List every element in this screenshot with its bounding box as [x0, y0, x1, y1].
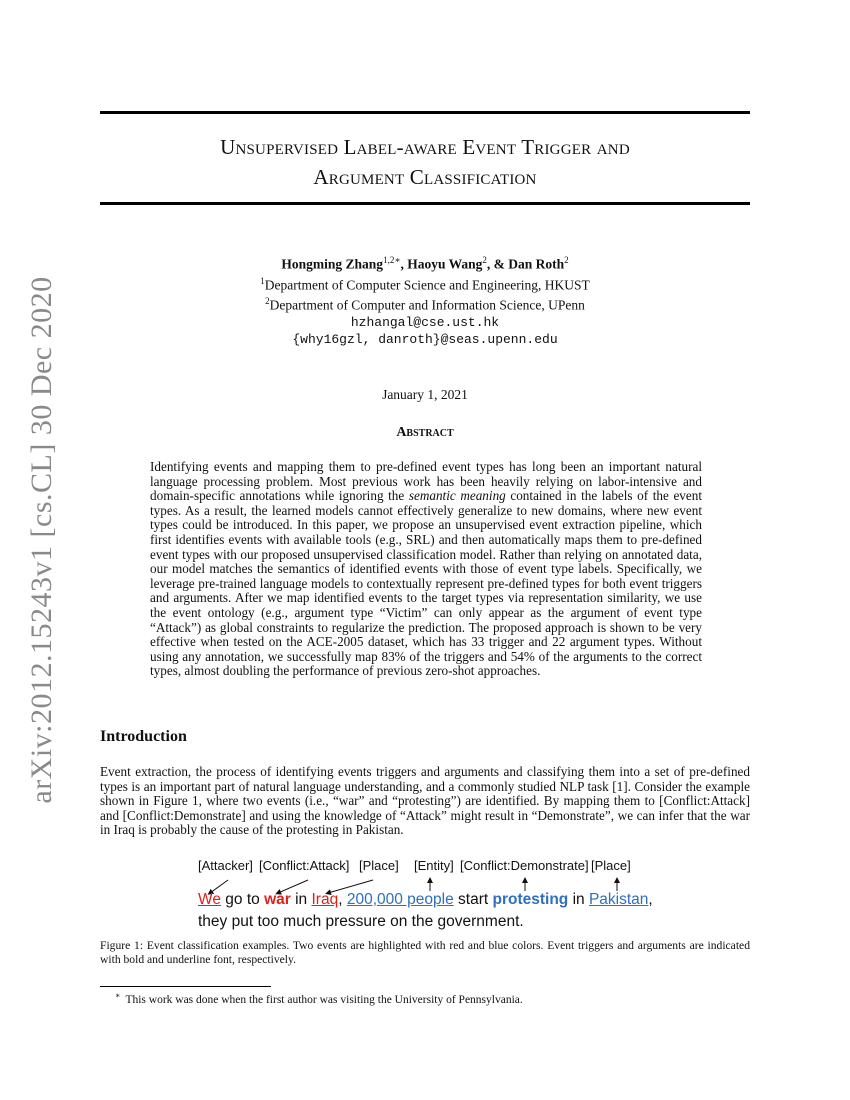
- author-1-marks: 1,2∗: [383, 255, 401, 265]
- author-2-marks: 2: [482, 255, 487, 265]
- paper-date: January 1, 2021: [382, 387, 468, 402]
- figure-sentence-line-1: We go to war in Iraq, 200,000 people start protesting in Pakistan,: [198, 891, 653, 908]
- arxiv-stamp-text: arXiv:2012.15243v1 [cs.CL] 30 Dec 2020: [25, 276, 58, 804]
- footnote: [115, 991, 523, 1006]
- abstract-text: Identifying events and mapping them to pre-defined event types has long been an important natural language processing problem. Most previous work has been heavily relying on labor-intensive and domain-specific annotations while ignoring the semantic meaning contained in the labels of the event types. As a result, the learned models cannot effectively generalize to new domains, where new event types could be introduced. In this paper, we propose an unsupervised event extraction pipeline, which first identifies events with available tools (e.g., SRL) and then automatically maps them to pre-defined event types with our proposed unsupervised classification model. Rather than relying on annotated data, our model matches the semantics of identified events with those of event type labels. Specifically, we leverage pre-trained language models to contextually represent pre-defined types for both event triggers and arguments. After we map identified events to the target types via representation similarity, we use the event ontology (e.g., argument type “Victim” can only appear as the argument of event type “Attack”) as global constraints to regularize the prediction. The proposed approach is shown to be very effective when tested on the ACE-2005 dataset, which has 33 trigger and 22 argument types. Without using any annotation, we successfully map 83% of the triggers and 54% of the arguments to the correct types, almost doubling the performance of previous zero-shot approaches.: [150, 459, 703, 679]
- email-1: hzhangal@cse.ust.hk: [350, 314, 500, 330]
- role-label: [Attacker]: [198, 858, 253, 873]
- trigger-protesting: protesting: [492, 891, 569, 908]
- affiliation-2: $^2$Department of Computer and Information Science, UPenn: [265, 296, 585, 313]
- figure-caption: Figure 1: Event classification examples. Two events are highlighted with red and blue colors. Event triggers and arguments are indicated with bold and underline font, respectively.: [100, 939, 750, 966]
- trigger-war: war: [264, 891, 291, 908]
- role-label: [Entity]: [414, 858, 454, 873]
- title-line-2: Argument Classification: [313, 165, 537, 189]
- footnote-rule: [100, 986, 271, 987]
- role-label: [Conflict:Demonstrate]: [460, 858, 589, 873]
- figure-1: [198, 858, 658, 938]
- figure-sentence-line-2: they put too much pressure on the government.: [198, 913, 524, 930]
- arg-pakistan: Pakistan: [588, 891, 649, 908]
- author-3-marks: 2: [564, 255, 569, 265]
- abstract-heading: Abstract: [396, 425, 454, 440]
- abstract-emphasis: semantic meaning: [408, 488, 506, 504]
- paper-title: [100, 132, 750, 192]
- footnote-mark: ∗: [115, 991, 121, 1000]
- footnote-text: This work was done when the first author was visiting the University of Pennsylvania.: [125, 993, 523, 1006]
- title-rule-top: [100, 111, 750, 114]
- arg-iraq: Iraq: [311, 891, 339, 908]
- email-2: {why16gzl, danroth}@seas.upenn.edu: [292, 331, 558, 347]
- author-3: Dan Roth: [508, 256, 565, 272]
- author-block: [100, 252, 750, 348]
- role-label: [Conflict:Attack]: [259, 858, 350, 873]
- author-2: Haoyu Wang: [407, 256, 483, 272]
- arg-we: We: [198, 891, 221, 908]
- title-rule-bottom: [100, 202, 750, 205]
- affiliation-1: $^1$Department of Computer Science and Engineering, HKUST: [260, 275, 590, 292]
- introduction-heading: Introduction: [100, 728, 187, 745]
- title-line-1: Unsupervised Label-aware Event Trigger and: [220, 135, 630, 159]
- introduction-paragraph: Event extraction, the process of identifying events triggers and arguments and classifying them into a set of pre-defined types is an important part of natural language understanding, and a commonly studied NLP task [1]. Consider the example shown in Figure 1, where two events (i.e., “war” and “protesting”) are identified. By mapping them to [Conflict:Attack] and [Conflict:Demonstrate] and using the knowledge of “Attack” might result in “Demonstrate”, we can infer that the war in Iraq is probably the cause of the protesting in Pakistan.: [100, 764, 750, 838]
- arxiv-stamp: [22, 276, 62, 804]
- author-1: Hongming Zhang: [281, 256, 384, 272]
- role-label: [Place]: [591, 858, 631, 873]
- author-names: Hongming Zhang$^{1,2∗}$, Haoyu Wang$^2$, & Dan Roth$^2$: [281, 255, 569, 272]
- role-label: [Place]: [359, 858, 399, 873]
- arg-people: 200,000 people: [346, 891, 454, 908]
